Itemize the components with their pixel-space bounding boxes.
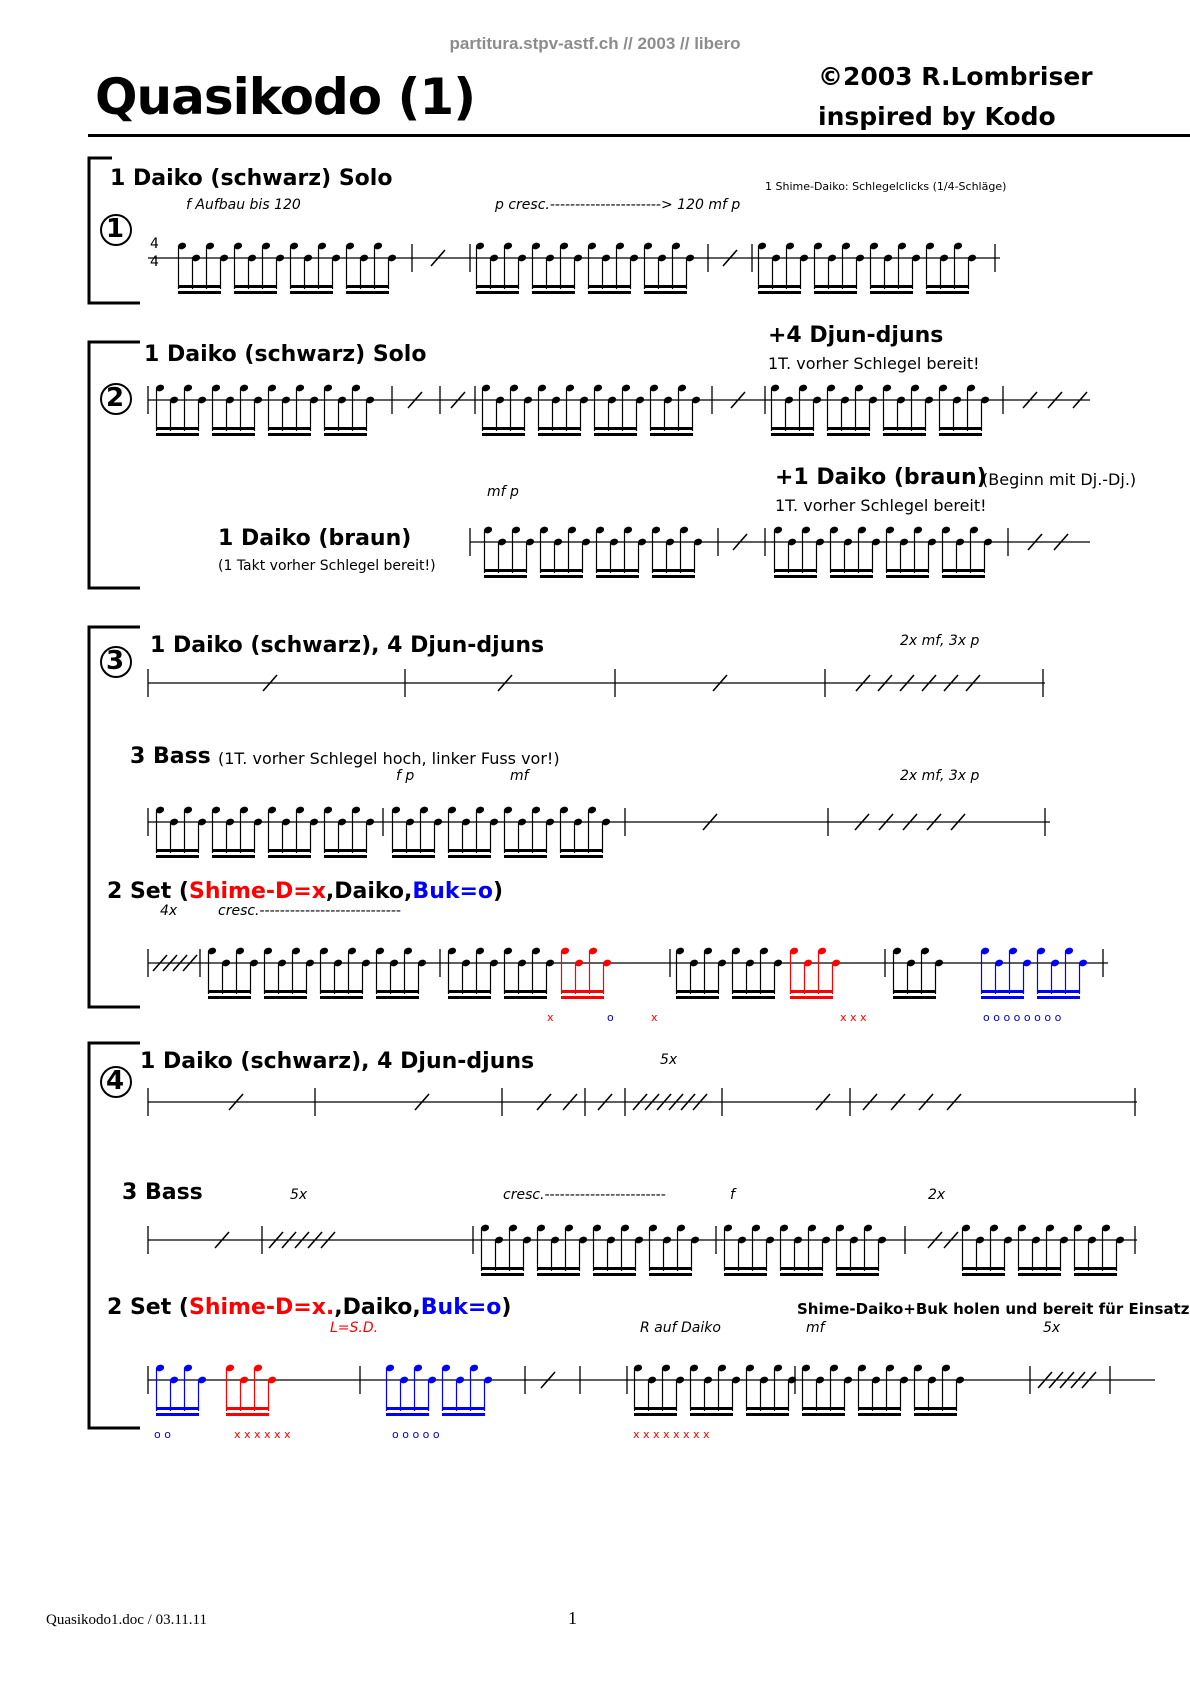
section-4-mark-oo: o o (154, 1428, 171, 1441)
section-brackets (89, 158, 140, 1428)
header-url: partitura.stpv-astf.ch // 2003 // libero (449, 34, 741, 53)
section-4-bracket (89, 1043, 140, 1428)
s1-m3 (757, 242, 977, 294)
s4c-m1r (225, 1364, 277, 1416)
section-4-label: 1 Daiko (schwarz), 4 Djun-djuns (140, 1049, 535, 1074)
section-3-set-label (107, 879, 503, 904)
s1-m2 (475, 242, 695, 294)
set-shime: Shime-D=x (188, 879, 326, 904)
section-3-mark-x1: x (547, 1011, 554, 1024)
s4c-m1 (155, 1364, 207, 1416)
set-daiko: ,Daiko, (325, 879, 413, 904)
set4-prefix: 2 Set ( (107, 1295, 189, 1320)
section-1-number: 1 (106, 214, 125, 244)
section-2-add2-paren: (Beginn mit Dj.-Dj.) (982, 470, 1137, 489)
section-4-mark-xx: x x x x x x (234, 1428, 291, 1441)
section-3-bass-dyn-right: 2x mf, 3x p (900, 768, 980, 784)
section-2-add1-note: 1T. vorher Schlegel bereit! (768, 354, 980, 373)
section-1-dyn1: f Aufbau bis 120 (186, 197, 301, 213)
section-3-dyn-right: 2x mf, 3x p (900, 633, 980, 649)
s3c-m1 (207, 947, 427, 999)
s2b-m2 (773, 526, 993, 578)
section-4-set-label (107, 1295, 511, 1320)
section-2-label: 1 Daiko (schwarz) Solo (144, 342, 427, 367)
s3c-m2 (447, 947, 555, 999)
inspired-by: inspired by Kodo (818, 102, 1056, 131)
section-4-rep-right: 5x (1043, 1320, 1061, 1336)
s4b-m3 (961, 1224, 1125, 1276)
section-4-mark-xxx: x x x x x x x x (633, 1428, 710, 1441)
section-1-bracket (89, 158, 100, 303)
section-4-lsd: L=S.D. (330, 1320, 379, 1336)
footer-page: 1 (568, 1608, 577, 1628)
s4c-m4 (801, 1364, 965, 1416)
section-3-set-rep: 4x (160, 903, 178, 919)
s1-m1 (177, 242, 397, 294)
s3c-m3 (675, 947, 783, 999)
section-2-braun-label: 1 Daiko (braun) (218, 526, 412, 551)
section-3-mark-o1: o (607, 1011, 614, 1024)
s3c-m2r (560, 947, 612, 999)
section-4-bass-cresc: cresc.------------------------ (503, 1187, 666, 1203)
section-4-r-auf-daiko: R auf Daiko (640, 1320, 721, 1336)
s3c-m3r (789, 947, 841, 999)
section-4-rep: 5x (660, 1052, 678, 1068)
section-3-bass-label: 3 Bass (130, 744, 211, 769)
set4-buk: Buk=o (420, 1295, 502, 1320)
section-3-bass-note: (1T. vorher Schlegel hoch, linker Fuss vor!) (218, 749, 560, 768)
section-3-bass-dyn1: f p (396, 768, 415, 784)
section-3-mark-xxx: x x x (840, 1011, 867, 1024)
section-4-mf: mf (806, 1320, 825, 1336)
s2a-m3 (770, 384, 990, 436)
set4-daiko: ,Daiko, (334, 1295, 421, 1320)
staff-lines (148, 258, 1155, 1380)
section-4-number: 4 (106, 1066, 125, 1096)
section-4-mark-ooooo: o o o o o (392, 1428, 440, 1441)
s3b-m2 (391, 806, 611, 858)
s3c-m4b (980, 947, 1088, 999)
set4-shime: Shime-D=x. (188, 1295, 335, 1320)
section-4-bass-f: f (730, 1187, 735, 1203)
section-3-mark-x2: x (651, 1011, 658, 1024)
section-1-note: 1 Shime-Daiko: Schlegelclicks (1/4-Schläge) (765, 180, 1007, 193)
section-3-set-cresc: cresc.---------------------------- (218, 903, 401, 919)
copyright: ©2003 R.Lombriser (818, 62, 1093, 91)
section-4-bass-label: 3 Bass (122, 1180, 203, 1205)
s4b-m2 (723, 1224, 887, 1276)
section-3-bass-dyn2: mf (510, 768, 529, 784)
section-1-dyn2: p cresc.----------------------> 120 mf p (495, 197, 741, 213)
section-2-braun-note: (1 Takt vorher Schlegel bereit!) (218, 558, 436, 574)
section-3-bracket (89, 627, 140, 1007)
section-3-number: 3 (106, 646, 125, 676)
set4-suffix: ) (501, 1295, 512, 1320)
time-sig-top: 4 (150, 236, 159, 252)
footer-file: Quasikodo1.doc / 03.11.11 (46, 1612, 207, 1628)
section-2-add2: +1 Daiko (braun) (775, 465, 987, 490)
time-sig-bottom: 4 (150, 254, 159, 270)
section-2-add2-note: 1T. vorher Schlegel bereit! (775, 496, 987, 515)
s4c-m3 (633, 1364, 797, 1416)
s4c-m2 (385, 1364, 493, 1416)
section-4-set-note: Shime-Daiko+Buk holen und bereit für Einsatz (797, 1300, 1190, 1318)
section-4-bass-rep: 5x (290, 1187, 308, 1203)
section-4-bass-rep2: 2x (928, 1187, 946, 1203)
s2a-m1 (155, 384, 375, 436)
set-suffix: ) (493, 879, 504, 904)
page-title: Quasikodo (1) (95, 68, 476, 126)
section-2-add1: +4 Djun-djuns (768, 323, 944, 348)
s2a-m2 (481, 384, 701, 436)
s4b-m1 (480, 1224, 700, 1276)
section-2-dyn: mf p (487, 484, 519, 500)
set-prefix: 2 Set ( (107, 879, 189, 904)
section-3-mark-oooo: o o o o o o o o (983, 1011, 1062, 1024)
section-2-bracket (89, 342, 140, 588)
section-1-label: 1 Daiko (schwarz) Solo (110, 166, 393, 191)
set-buk: Buk=o (412, 879, 494, 904)
section-3-label: 1 Daiko (schwarz), 4 Djun-djuns (150, 633, 545, 658)
section-2-number: 2 (106, 383, 125, 413)
s3b-m1 (155, 806, 375, 858)
s3c-m4 (892, 947, 944, 999)
s2b-m1 (483, 526, 703, 578)
